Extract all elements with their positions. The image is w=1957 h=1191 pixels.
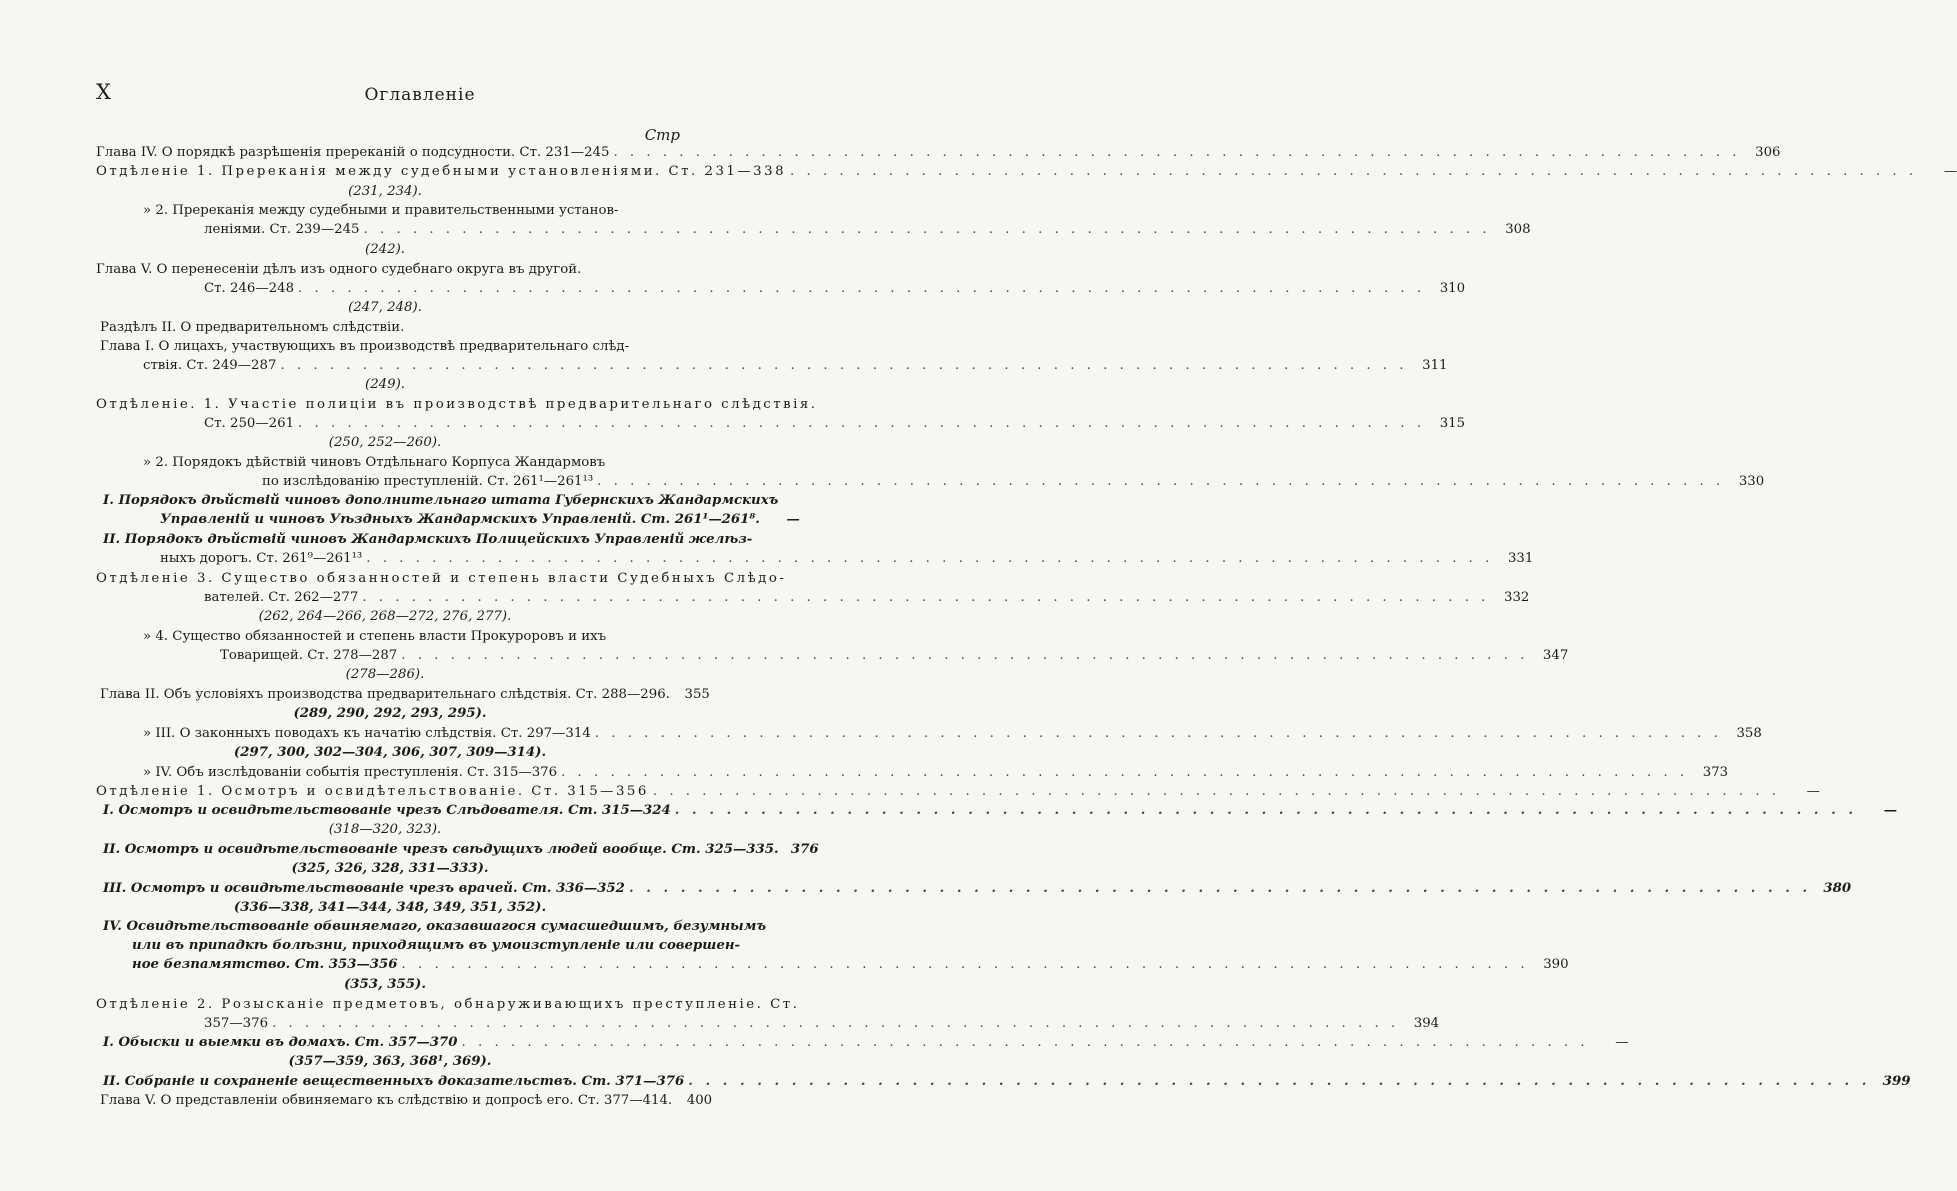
toc-entry: Отдѣленіе 1. Осмотръ и освидѣтельствованіе. Ст. 315—356 . . . —	[96, 782, 680, 801]
toc-entry: леніями. Ст. 239—245 . . . 308	[204, 220, 680, 239]
toc-entry: Отдѣленіе 2. Розысканіе предметовъ, обнаруживающихъ преступленіе. Ст.	[96, 997, 800, 1012]
toc-entry: III. Осмотръ и освидѣтельствованіе чрезъ врачей. Ст. 336—352 . . . 380	[103, 879, 680, 898]
toc-entry: Отдѣленіе 1. Пререканія между судебными установленіями. Ст. 231—338 . . . —	[96, 162, 680, 181]
toc-entry: или въ припадкѣ болѣзни, приходящимъ въ умоизступленіе или совершен-	[132, 938, 741, 953]
page-number: X	[96, 80, 111, 104]
toc-entry: » 2. Пререканія между судебными и правительственными установ-	[143, 203, 619, 218]
toc-entry: Ст. 250—261 . . . 315	[204, 414, 680, 433]
toc-article-refs: (289, 290, 292, 293, 295).	[293, 706, 487, 721]
toc-article-refs: (262, 264—266, 268—272, 276, 277).	[258, 609, 512, 624]
toc-article-refs: (250, 252—260).	[328, 435, 442, 450]
toc-entry: Ст. 246—248 . . . 310	[204, 279, 680, 298]
page-column-label: Стр	[644, 126, 680, 144]
toc-article-refs: (249).	[365, 377, 405, 392]
toc-entry: » III. О законныхъ поводахъ къ начатію слѣдствія. Ст. 297—314 . . . 358	[143, 724, 680, 743]
toc-entry: Отдѣленіе 3. Существо обязанностей и степень власти Судебныхъ Слѣдо-	[96, 571, 787, 586]
toc-entry: Глава II. Объ условіяхъ производства предварительнаго слѣдствія. Ст. 288—296. 355	[100, 687, 710, 702]
toc-entry: I. Осмотръ и освидѣтельствованіе чрезъ Слѣдователя. Ст. 315—324 . . . —	[103, 801, 680, 820]
toc-article-refs: (353, 355).	[344, 977, 426, 992]
toc-entry: по изслѣдованію преступленій. Ст. 261¹—261¹³ . . . 330	[262, 472, 680, 491]
toc-entry: ное безпамятство. Ст. 353—356 . . . 390	[132, 955, 680, 974]
toc-entry: ныхъ дорогъ. Ст. 261⁹—261¹³ . . . 331	[160, 549, 680, 568]
toc-entry: I. Порядокъ дѣйствій чиновъ дополнительнаго штата Губернскихъ Жандармскихъ	[103, 493, 779, 508]
toc-article-refs: (357—359, 363, 368¹, 369).	[288, 1054, 492, 1069]
toc-article-refs: (231, 234).	[348, 184, 422, 199]
toc-section-heading: Раздѣлъ II. О предварительномъ слѣдствіи.	[100, 320, 405, 335]
toc-entry: » IV. Объ изслѣдованіи событія преступленія. Ст. 315—376 . . . 373	[143, 763, 680, 782]
toc-article-refs: (297, 300, 302—304, 306, 307, 309—314).	[233, 745, 547, 760]
toc-entry: 357—376 . . . 394	[204, 1014, 680, 1033]
toc-article-refs: (325, 326, 328, 331—333).	[291, 861, 489, 876]
toc-entry: II. Порядокъ дѣйствій чиновъ Жандармскихъ Полицейскихъ Управленій желѣз-	[103, 532, 753, 547]
toc-article-refs: (278—286).	[345, 667, 425, 682]
toc-article-refs: (318—320, 323).	[328, 822, 442, 837]
toc-entry: Глава IV. О порядкѣ разрѣшенія пререканій о подсудности. Ст. 231—245 . . . 306	[96, 143, 680, 162]
toc-entry: II. Собраніе и сохраненіе вещественныхъ доказательствъ. Ст. 371—376 . . . 399	[103, 1072, 680, 1091]
toc-entry: IV. Освидѣтельствованіе обвиняемаго, оказавшагося сумасшедшимъ, безумнымъ	[103, 919, 767, 934]
toc-entry: Глава V. О представленіи обвиняемаго къ слѣдствію и допросѣ его. Ст. 377—414. 400	[100, 1093, 713, 1108]
toc-entry: » 4. Существо обязанностей и степень власти Прокуроровъ и ихъ	[143, 629, 607, 644]
toc-article-refs: (247, 248).	[348, 300, 422, 315]
toc-entry: вателей. Ст. 262—277 . . . 332	[204, 588, 680, 607]
page-title: Оглавленіе	[364, 85, 476, 105]
toc-entry: Глава V. О перенесеніи дѣлъ изъ одного судебнаго округа въ другой.	[96, 262, 582, 277]
toc-article-refs: (336—338, 341—344, 348, 349, 351, 352).	[233, 900, 547, 915]
toc-entry: Отдѣленіе. 1. Участіе полиціи въ производствѣ предварительнаго слѣдствія.	[96, 397, 818, 412]
toc-entry: I. Обыски и выемки въ домахъ. Ст. 357—370 . . . —	[103, 1033, 680, 1052]
toc-article-refs: (242).	[365, 242, 405, 257]
toc-entry: Управленій и чиновъ Уѣздныхъ Жандармскихъ Управленій. Ст. 261¹—261⁸. —	[160, 512, 800, 527]
toc-entry: » 2. Порядокъ дѣйствій чиновъ Отдѣльнаго Корпуса Жандармовъ	[143, 455, 606, 470]
toc-entry: Глава I. О лицахъ, участвующихъ въ производствѣ предварительнаго слѣд-	[100, 339, 630, 354]
toc-entry: ствія. Ст. 249—287 . . . 311	[143, 356, 680, 375]
toc-entry: II. Осмотръ и освидѣтельствованіе чрезъ свѣдущихъ людей вообще. Ст. 325—335. 376	[103, 842, 819, 857]
toc-entry: Товарищей. Ст. 278—287 . . . 347	[220, 646, 680, 665]
